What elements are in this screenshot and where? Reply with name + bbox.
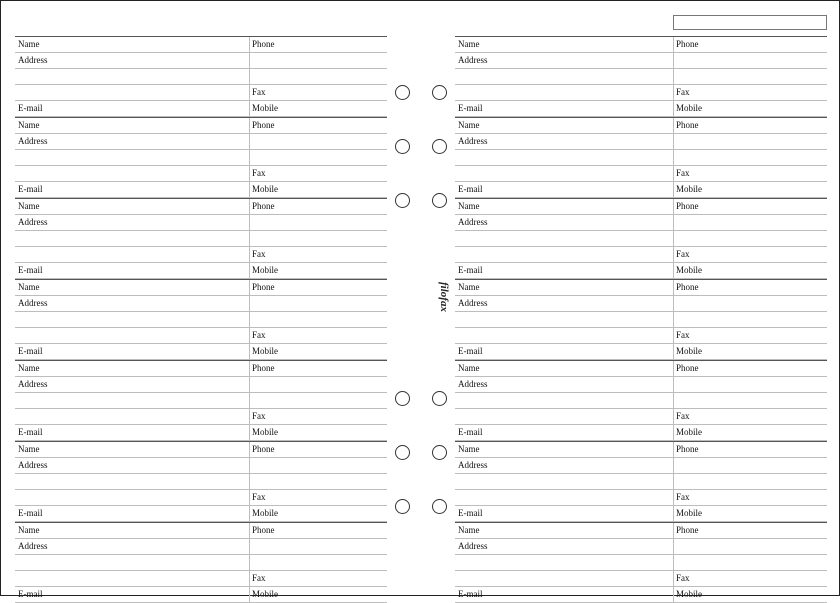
entry-row[interactable] bbox=[15, 344, 387, 360]
phone-label: Phone bbox=[252, 282, 275, 292]
column-divider bbox=[249, 280, 250, 360]
name-label: Name bbox=[458, 39, 480, 49]
address-entry bbox=[15, 522, 387, 603]
email-label: E-mail bbox=[18, 346, 43, 356]
column-divider bbox=[249, 199, 250, 279]
fax-label: Fax bbox=[676, 168, 690, 178]
address-label: Address bbox=[18, 460, 48, 470]
entry-row[interactable] bbox=[455, 361, 827, 377]
phone-label: Phone bbox=[676, 201, 699, 211]
entry-row[interactable] bbox=[455, 37, 827, 53]
right-column bbox=[455, 36, 827, 603]
email-label: E-mail bbox=[458, 265, 483, 275]
entry-row[interactable] bbox=[15, 474, 387, 490]
entry-row[interactable] bbox=[15, 490, 387, 506]
address-entry bbox=[455, 36, 827, 117]
entry-row[interactable] bbox=[15, 393, 387, 409]
entry-row[interactable] bbox=[455, 215, 827, 231]
email-label: E-mail bbox=[18, 184, 43, 194]
name-label: Name bbox=[18, 282, 40, 292]
address-entry bbox=[455, 522, 827, 603]
punch-hole bbox=[395, 445, 410, 460]
address-entry bbox=[455, 198, 827, 279]
mobile-label: Mobile bbox=[252, 184, 278, 194]
entry-row[interactable] bbox=[455, 587, 827, 603]
name-label: Name bbox=[458, 444, 480, 454]
fax-label: Fax bbox=[676, 411, 690, 421]
email-label: E-mail bbox=[458, 427, 483, 437]
mobile-label: Mobile bbox=[252, 427, 278, 437]
entry-row[interactable] bbox=[15, 134, 387, 150]
name-label: Name bbox=[18, 444, 40, 454]
name-label: Name bbox=[18, 120, 40, 130]
column-divider bbox=[249, 442, 250, 522]
entry-row[interactable] bbox=[15, 150, 387, 166]
address-entry bbox=[15, 360, 387, 441]
fax-label: Fax bbox=[252, 168, 266, 178]
phone-label: Phone bbox=[676, 444, 699, 454]
column-divider bbox=[673, 442, 674, 522]
entry-row[interactable] bbox=[15, 458, 387, 474]
entry-row[interactable] bbox=[455, 166, 827, 182]
entry-row[interactable] bbox=[455, 393, 827, 409]
column-divider bbox=[673, 280, 674, 360]
address-label: Address bbox=[458, 217, 488, 227]
entry-row[interactable] bbox=[455, 506, 827, 522]
column-divider bbox=[249, 37, 250, 117]
phone-label: Phone bbox=[676, 363, 699, 373]
phone-label: Phone bbox=[676, 39, 699, 49]
address-entry bbox=[15, 198, 387, 279]
address-label: Address bbox=[458, 541, 488, 551]
fax-label: Fax bbox=[252, 330, 266, 340]
mobile-label: Mobile bbox=[676, 427, 702, 437]
mobile-label: Mobile bbox=[252, 265, 278, 275]
address-label: Address bbox=[458, 298, 488, 308]
email-label: E-mail bbox=[18, 265, 43, 275]
punch-hole bbox=[432, 139, 447, 154]
address-entry bbox=[15, 441, 387, 522]
phone-label: Phone bbox=[252, 120, 275, 130]
email-label: E-mail bbox=[18, 589, 43, 599]
entry-row[interactable] bbox=[455, 134, 827, 150]
email-label: E-mail bbox=[18, 427, 43, 437]
entry-row[interactable] bbox=[15, 296, 387, 312]
entry-row[interactable] bbox=[15, 182, 387, 198]
punch-hole bbox=[432, 193, 447, 208]
entry-row[interactable] bbox=[455, 296, 827, 312]
email-label: E-mail bbox=[458, 184, 483, 194]
email-label: E-mail bbox=[458, 508, 483, 518]
address-entry bbox=[15, 117, 387, 198]
entry-row[interactable] bbox=[455, 101, 827, 117]
address-label: Address bbox=[18, 217, 48, 227]
punch-hole bbox=[395, 139, 410, 154]
column-divider bbox=[249, 118, 250, 198]
entry-row[interactable] bbox=[455, 377, 827, 393]
entry-row[interactable] bbox=[15, 328, 387, 344]
mobile-label: Mobile bbox=[252, 589, 278, 599]
entry-row[interactable] bbox=[15, 199, 387, 215]
mobile-label: Mobile bbox=[676, 508, 702, 518]
entry-row[interactable] bbox=[15, 85, 387, 101]
phone-label: Phone bbox=[676, 282, 699, 292]
email-label: E-mail bbox=[18, 508, 43, 518]
entry-row[interactable] bbox=[455, 280, 827, 296]
entry-row[interactable] bbox=[455, 474, 827, 490]
entry-row[interactable] bbox=[455, 344, 827, 360]
address-label: Address bbox=[458, 460, 488, 470]
address-label: Address bbox=[18, 55, 48, 65]
punch-hole bbox=[432, 445, 447, 460]
mobile-label: Mobile bbox=[252, 103, 278, 113]
entry-row[interactable] bbox=[15, 263, 387, 279]
entry-row[interactable] bbox=[455, 85, 827, 101]
name-label: Name bbox=[18, 363, 40, 373]
address-entry bbox=[455, 360, 827, 441]
address-label: Address bbox=[18, 298, 48, 308]
entry-row[interactable] bbox=[15, 231, 387, 247]
address-label: Address bbox=[458, 55, 488, 65]
entry-row[interactable] bbox=[455, 539, 827, 555]
column-divider bbox=[249, 523, 250, 603]
entry-row[interactable] bbox=[15, 442, 387, 458]
entry-row[interactable] bbox=[15, 555, 387, 571]
punch-hole bbox=[432, 391, 447, 406]
entry-row[interactable] bbox=[455, 571, 827, 587]
entry-row[interactable] bbox=[15, 425, 387, 441]
name-label: Name bbox=[18, 525, 40, 535]
address-entry bbox=[15, 279, 387, 360]
address-label: Address bbox=[458, 136, 488, 146]
entry-row[interactable] bbox=[15, 587, 387, 603]
entry-row[interactable] bbox=[455, 458, 827, 474]
entry-row[interactable] bbox=[455, 53, 827, 69]
fax-label: Fax bbox=[676, 573, 690, 583]
address-entry bbox=[455, 117, 827, 198]
entry-row[interactable] bbox=[455, 328, 827, 344]
fax-label: Fax bbox=[676, 492, 690, 502]
entry-row[interactable] bbox=[455, 118, 827, 134]
entry-row[interactable] bbox=[455, 490, 827, 506]
punch-hole bbox=[395, 193, 410, 208]
mobile-label: Mobile bbox=[676, 265, 702, 275]
column-divider bbox=[673, 361, 674, 441]
entry-row[interactable] bbox=[15, 312, 387, 328]
fax-label: Fax bbox=[252, 87, 266, 97]
name-label: Name bbox=[18, 39, 40, 49]
header-write-in-box[interactable] bbox=[673, 15, 827, 30]
phone-label: Phone bbox=[252, 444, 275, 454]
entry-row[interactable] bbox=[15, 409, 387, 425]
entry-row[interactable] bbox=[455, 263, 827, 279]
name-label: Name bbox=[458, 525, 480, 535]
email-label: E-mail bbox=[18, 103, 43, 113]
email-label: E-mail bbox=[458, 103, 483, 113]
column-divider bbox=[673, 523, 674, 603]
entry-row[interactable] bbox=[15, 118, 387, 134]
phone-label: Phone bbox=[252, 363, 275, 373]
email-label: E-mail bbox=[458, 346, 483, 356]
mobile-label: Mobile bbox=[676, 346, 702, 356]
entry-row[interactable] bbox=[15, 215, 387, 231]
column-divider bbox=[673, 199, 674, 279]
column-divider bbox=[673, 118, 674, 198]
punch-hole bbox=[395, 499, 410, 514]
entry-row[interactable] bbox=[455, 523, 827, 539]
punch-hole bbox=[432, 499, 447, 514]
phone-label: Phone bbox=[252, 39, 275, 49]
phone-label: Phone bbox=[676, 120, 699, 130]
address-entry bbox=[455, 441, 827, 522]
punch-hole bbox=[432, 85, 447, 100]
mobile-label: Mobile bbox=[252, 508, 278, 518]
address-label: Address bbox=[458, 379, 488, 389]
phone-label: Phone bbox=[252, 201, 275, 211]
entry-row[interactable] bbox=[15, 506, 387, 522]
entry-row[interactable] bbox=[15, 280, 387, 296]
name-label: Name bbox=[458, 363, 480, 373]
address-label: Address bbox=[18, 136, 48, 146]
entry-row[interactable] bbox=[455, 199, 827, 215]
fax-label: Fax bbox=[252, 492, 266, 502]
entry-row[interactable] bbox=[15, 539, 387, 555]
address-label: Address bbox=[18, 379, 48, 389]
address-entry bbox=[15, 36, 387, 117]
phone-label: Phone bbox=[252, 525, 275, 535]
mobile-label: Mobile bbox=[676, 589, 702, 599]
entry-row[interactable] bbox=[15, 101, 387, 117]
mobile-label: Mobile bbox=[676, 103, 702, 113]
entry-row[interactable] bbox=[455, 425, 827, 441]
name-label: Name bbox=[458, 282, 480, 292]
entry-row[interactable] bbox=[15, 166, 387, 182]
entry-row[interactable] bbox=[15, 361, 387, 377]
phone-label: Phone bbox=[676, 525, 699, 535]
mobile-label: Mobile bbox=[252, 346, 278, 356]
entry-row[interactable] bbox=[455, 182, 827, 198]
entry-row[interactable] bbox=[15, 247, 387, 263]
left-column bbox=[15, 36, 387, 603]
entry-row[interactable] bbox=[455, 231, 827, 247]
address-entry bbox=[455, 279, 827, 360]
entry-row[interactable] bbox=[455, 409, 827, 425]
punch-hole bbox=[395, 85, 410, 100]
entry-row[interactable] bbox=[15, 53, 387, 69]
entry-row[interactable] bbox=[15, 523, 387, 539]
fax-label: Fax bbox=[676, 249, 690, 259]
entry-row[interactable] bbox=[15, 377, 387, 393]
entry-row[interactable] bbox=[15, 571, 387, 587]
address-label: Address bbox=[18, 541, 48, 551]
column-divider bbox=[673, 37, 674, 117]
name-label: Name bbox=[458, 201, 480, 211]
entry-row[interactable] bbox=[455, 555, 827, 571]
email-label: E-mail bbox=[458, 589, 483, 599]
entry-row[interactable] bbox=[15, 37, 387, 53]
entry-row[interactable] bbox=[455, 247, 827, 263]
entry-row[interactable] bbox=[455, 150, 827, 166]
column-divider bbox=[249, 361, 250, 441]
fax-label: Fax bbox=[252, 249, 266, 259]
entry-row[interactable] bbox=[15, 69, 387, 85]
mobile-label: Mobile bbox=[676, 184, 702, 194]
fax-label: Fax bbox=[676, 330, 690, 340]
entry-row[interactable] bbox=[455, 312, 827, 328]
punch-hole bbox=[395, 391, 410, 406]
name-label: Name bbox=[458, 120, 480, 130]
brand-logo: filofax bbox=[438, 282, 450, 312]
entry-row[interactable] bbox=[455, 69, 827, 85]
fax-label: Fax bbox=[676, 87, 690, 97]
name-label: Name bbox=[18, 201, 40, 211]
fax-label: Fax bbox=[252, 573, 266, 583]
fax-label: Fax bbox=[252, 411, 266, 421]
entry-row[interactable] bbox=[455, 442, 827, 458]
